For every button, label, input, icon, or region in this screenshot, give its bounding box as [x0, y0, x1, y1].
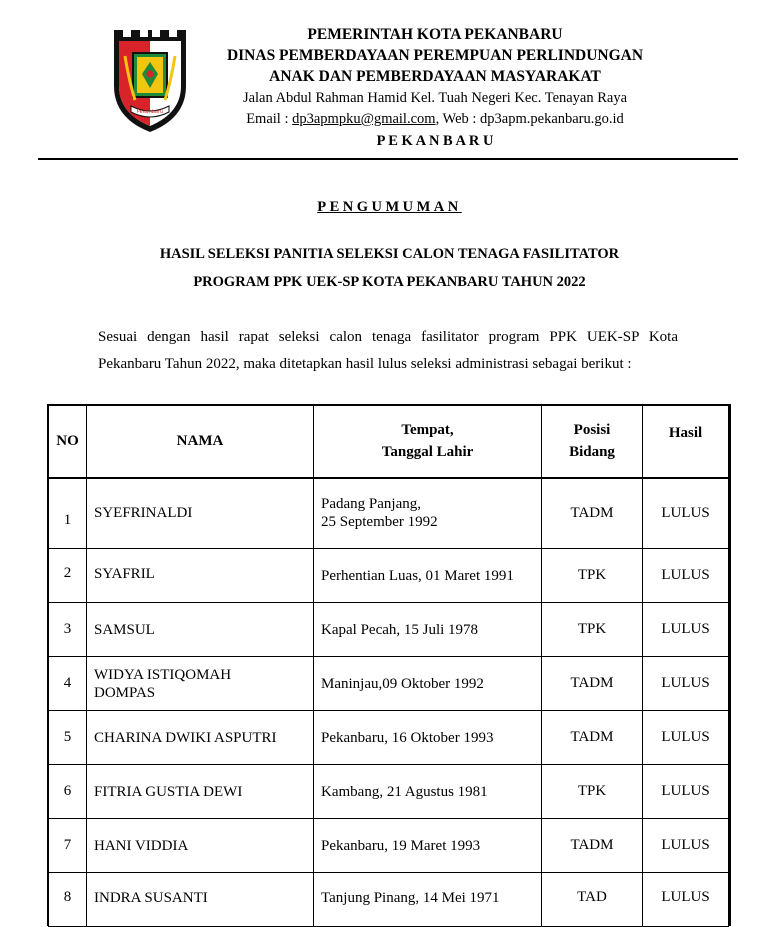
- intro-paragraph-line2: Pekanbaru Tahun 2022, maka ditetapkan hasil lulus seleksi administrasi sebagai berikut :: [98, 356, 632, 372]
- logo-text: Pekanbaru: [136, 109, 164, 115]
- cell-nama: WIDYA ISTIQOMAH DOMPAS: [87, 657, 314, 711]
- table-header-row: [49, 406, 729, 478]
- header-nama: NAMA: [87, 406, 314, 478]
- cell-ttl: Kapal Pecah, 15 Juli 1978: [314, 603, 542, 657]
- cell-nama: INDRA SUSANTI: [87, 873, 314, 927]
- cell-no: 2: [49, 549, 87, 603]
- cell-nama: SYEFRINALDI: [87, 478, 314, 549]
- letterhead-government: PEMERINTAH KOTA PEKANBARU: [307, 26, 563, 43]
- results-table: [48, 405, 729, 927]
- announcement-subtitle-2: PROGRAM PPK UEK-SP KOTA PEKANBARU TAHUN 2022: [193, 274, 586, 290]
- cell-hasil: LULUS: [643, 765, 729, 819]
- cell-no: 7: [49, 819, 87, 873]
- cell-nama: SAMSUL: [87, 603, 314, 657]
- table-row: [49, 478, 729, 549]
- cell-ttl: Padang Panjang, 25 September 1992: [314, 478, 542, 549]
- email-link[interactable]: dp3apmpku@gmail.com: [292, 111, 436, 127]
- cell-posisi: TAD: [542, 873, 643, 927]
- cell-hasil: LULUS: [643, 711, 729, 765]
- letterhead-city: P E K A N B A R U: [376, 133, 494, 149]
- cell-posisi: TADM: [542, 819, 643, 873]
- city-emblem-logo: [111, 26, 189, 134]
- table-row: [49, 549, 729, 603]
- cell-hasil: LULUS: [643, 819, 729, 873]
- letterhead-agency-line1: DINAS PEMBERDAYAAN PEREMPUAN PERLINDUNGAN: [226, 47, 644, 64]
- web-text: , Web : dp3apm.pekanbaru.go.id: [435, 111, 624, 127]
- cell-nama: SYAFRIL: [87, 549, 314, 603]
- cell-hasil: LULUS: [643, 549, 729, 603]
- header-no: NO: [49, 406, 87, 478]
- cell-hasil: LULUS: [643, 657, 729, 711]
- cell-no: 5: [49, 711, 87, 765]
- cell-posisi: TPK: [542, 603, 643, 657]
- cell-nama: CHARINA DWIKI ASPUTRI: [87, 711, 314, 765]
- table-row: [49, 765, 729, 819]
- cell-no: 1: [49, 478, 87, 549]
- cell-no: 6: [49, 765, 87, 819]
- cell-no: 8: [49, 873, 87, 927]
- cell-hasil: LULUS: [643, 873, 729, 927]
- header-hasil: Hasil: [643, 406, 729, 478]
- intro-paragraph-line1: Sesuai dengan hasil rapat seleksi calon tenaga fasilitator program PPK UEK-SP Kota: [98, 329, 678, 345]
- cell-hasil: LULUS: [643, 478, 729, 549]
- cell-ttl: Tanjung Pinang, 14 Mei 1971: [314, 873, 542, 927]
- letterhead-contact: [190, 111, 680, 128]
- cell-ttl: Pekanbaru, 19 Maret 1993: [314, 819, 542, 873]
- table-row: [49, 603, 729, 657]
- cell-ttl: Pekanbaru, 16 Oktober 1993: [314, 711, 542, 765]
- cell-posisi: TADM: [542, 478, 643, 549]
- email-label: Email :: [246, 111, 293, 127]
- cell-hasil: LULUS: [643, 603, 729, 657]
- cell-nama: HANI VIDDIA: [87, 819, 314, 873]
- announcement-subtitle-1: HASIL SELEKSI PANITIA SELEKSI CALON TENAGA FASILITATOR: [159, 246, 620, 262]
- letterhead-address: Jalan Abdul Rahman Hamid Kel. Tuah Negeri Kec. Tenayan Raya: [242, 90, 628, 106]
- cell-posisi: TPK: [542, 765, 643, 819]
- cell-posisi: TADM: [542, 657, 643, 711]
- cell-posisi: TADM: [542, 711, 643, 765]
- announcement-title: PENGUMUMAN: [317, 199, 462, 215]
- cell-no: 4: [49, 657, 87, 711]
- letterhead-divider: [38, 158, 738, 160]
- header-posisi: Posisi Bidang: [542, 406, 643, 478]
- cell-no: 3: [49, 603, 87, 657]
- table-row: [49, 873, 729, 927]
- letterhead-agency-line2: ANAK DAN PEMBERDAYAAN MASYARAKAT: [269, 68, 601, 85]
- table-row: [49, 819, 729, 873]
- cell-ttl: Kambang, 21 Agustus 1981: [314, 765, 542, 819]
- table-row: [49, 657, 729, 711]
- cell-posisi: TPK: [542, 549, 643, 603]
- table-row: [49, 711, 729, 765]
- cell-ttl: Perhentian Luas, 01 Maret 1991: [314, 549, 542, 603]
- header-ttl: Tempat, Tanggal Lahir: [314, 406, 542, 478]
- cell-ttl: Maninjau,09 Oktober 1992: [314, 657, 542, 711]
- cell-nama: FITRIA GUSTIA DEWI: [87, 765, 314, 819]
